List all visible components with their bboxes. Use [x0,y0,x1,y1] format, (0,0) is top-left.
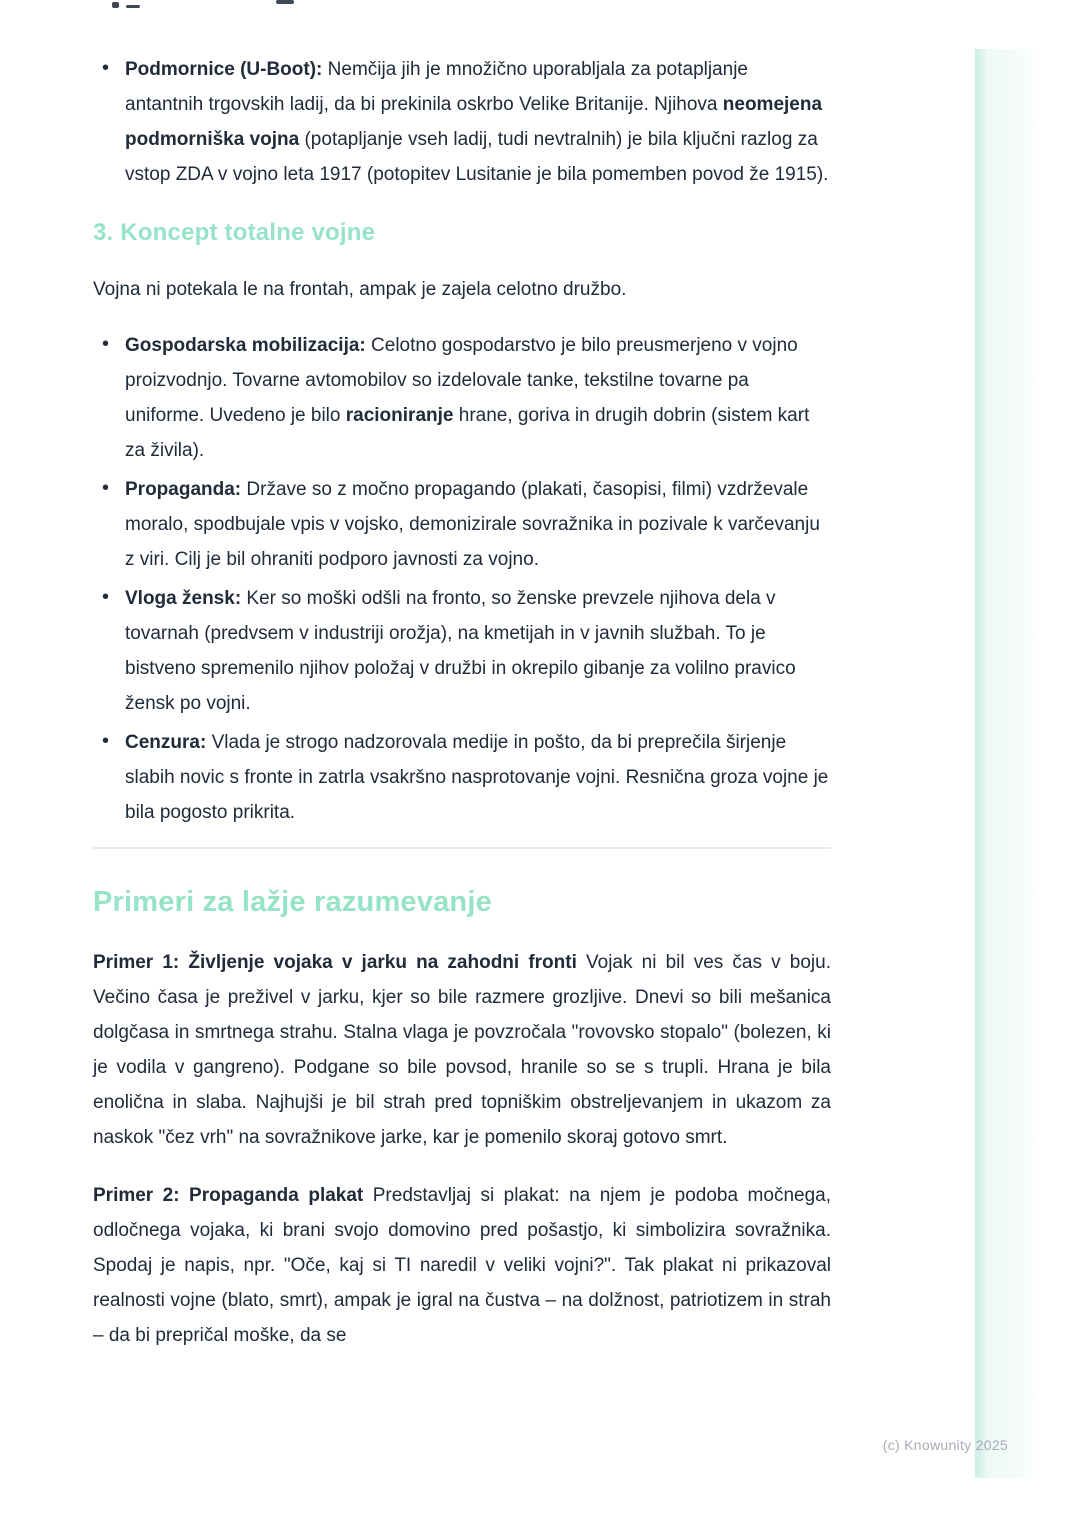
bullet-label: Propaganda: [125,479,242,500]
total-war-bullet-list [93,328,831,830]
bullet-text: Nemčija jih je množično uporabljala za potapljanje antantnih trgovskih ladij, da bi prekinila oskrbo Velike Britanije. Njihova [125,59,749,115]
bullet-bold-phrase: racioniranje [345,405,454,426]
bullet-item-propaganda [93,472,831,577]
bullet-bold-phrase: neomejena podmorniška vojna [125,94,823,150]
bullet-label: Vloga žensk: [125,588,242,609]
bullet-text: hrane, goriva in drugih dobrin (sistem kart za živila). [125,405,810,461]
bullet-text: Vlada je strogo nadzorovala medije in pošto, da bi preprečila širjenje slabih novic s fronte in zatrla vsakršno nasprotovanje vojni. Resnična groza vojne je bila pogosto prikrita. [125,732,829,823]
example-1-label: Primer 1: Življenje vojaka v jarku na zahodni fronti [93,952,577,973]
bullet-label: Gospodarska mobilizacija: [125,335,366,356]
bullet-text: Celotno gospodarstvo je bilo preusmerjeno v vojno proizvodnjo. Tovarne avtomobilov so izdelovale tanke, tekstilne tovarne pa uniforme. Uvedeno je bilo [125,335,798,426]
bullet-item-vloga-zensk [93,581,831,721]
example-1-text: Vojak ni bil ves čas v boju. Večino časa je preživel v jarku, kjer so bile razmere grozljive. Dnevi so bili mešanica dolgčasa in smrtnega strahu. Stalna vlaga je povzročala "rovovsko stopalo" (bolezen, ki je vodila v gangreno). Podgane so bile povsod, hranile so se s trupli. Hrana je bila enolična in slaba. Najhujši je bil strah pred topniškim obstreljevanjem in ukazom za naskok "čez vrh" na sovražnikove jarke, kar je pomenilo skoraj gotovo smrt. [93,952,831,1148]
bullet-item-podmornice [93,52,831,192]
example-1-paragraph [93,945,831,1155]
example-2-label: Primer 2: Propaganda plakat [93,1185,364,1206]
example-2-paragraph [93,1178,831,1353]
document-content [93,0,831,1353]
examples-section-heading: Primeri za lažje razumevanje [93,886,492,918]
bullet-label: Podmornice (U-Boot): [125,59,323,80]
bullet-label: Cenzura: [125,732,207,753]
bullet-item-gospodarska-mobilizacija [93,328,831,468]
section-divider [93,847,831,849]
bullet-item-cenzura [93,725,831,830]
section-heading-total-war: 3. Koncept totalne vojne [93,219,376,246]
copyright-footer: (c) Knowunity 2025 [882,1437,1008,1453]
section-intro-paragraph: Vojna ni potekala le na frontah, ampak je zajela celotno družbo. [93,279,627,300]
bullet-text: Države so z močno propagando (plakati, časopisi, filmi) vzdrževale moralo, spodbujale vpis v vojsko, demonizirale sovražnika in pozivale k varčevanju z viri. Cilj je bil ohraniti podporo javnosti za vojno. [125,479,820,570]
submarines-bullet-list [93,52,831,192]
bullet-text: (potapljanje vseh ladij, tudi nevtralnih) je bila ključni razlog za vstop ZDA v vojno leta 1917 (potopitev Lusitanie je bila pomemben povod že 1915). [125,129,829,185]
page-accent-strip [975,49,1037,1478]
bullet-text: Ker so moški odšli na fronto, so ženske prevzele njihova dela v tovarnah (predvsem v industriji orožja), na kmetijah in v javnih službah. To je bistveno spremenilo njihov položaj v družbi in okrepilo gibanje za volilno pravico žensk po vojni. [125,588,796,714]
example-2-text: Predstavljaj si plakat: na njem je podoba močnega, odločnega vojaka, ki brani svojo domovino pred pošastjo, ki simbolizira sovražnika. Spodaj je napis, npr. "Oče, kaj si TI naredil v veliki vojni?". Tak plakat ni prikazoval realnosti vojne (blato, smrt), ampak je igral na čustva – na dolžnost, patriotizem in strah – da bi prepričal moške, da se [93,1185,831,1346]
